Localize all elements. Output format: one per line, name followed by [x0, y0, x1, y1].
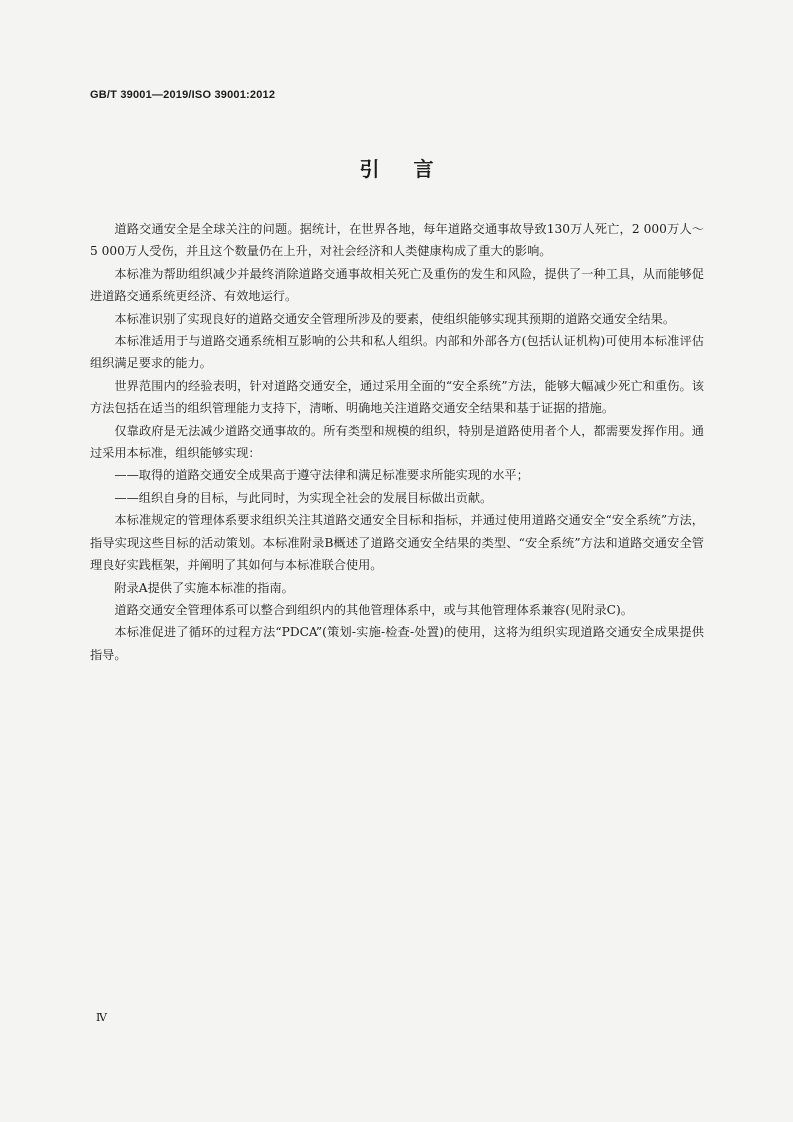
standard-code-header: GB/T 39001—2019/ISO 39001:2012 — [90, 89, 276, 101]
list-item-2: ——组织自身的目标，与此同时，为实现全社会的发展目标做出贡献。 — [114, 490, 493, 505]
paragraph-5: 世界范围内的经验表明，针对道路交通安全，通过采用全面的“安全系统”方法，能够大幅减少死亡和重伤。该方法包括在适当的组织管理能力支持下，清晰、明确地关注道路交通安全结果和基于证据的措施。 — [90, 378, 704, 416]
paragraph-6: 仅靠政府是无法减少道路交通事故的。所有类型和规模的组织，特别是道路使用者个人，都需要发挥作用。通过采用本标准，组织能够实现： — [90, 423, 704, 461]
paragraph-8: 附录A提供了实施本标准的指南。 — [114, 580, 294, 595]
paragraph-4: 本标准适用于与道路交通系统相互影响的公共和私人组织。内部和外部各方(包括认证机构)可使用本标准评估组织满足要求的能力。 — [90, 334, 704, 371]
list-item-1: ——取得的道路交通安全成果高于遵守法律和满足标准要求所能实现的水平； — [114, 468, 529, 483]
paragraph-9: 道路交通安全管理体系可以整合到组织内的其他管理体系中，或与其他管理体系兼容(见附录C)。 — [114, 602, 633, 617]
paragraph-1: 道路交通安全是全球关注的问题。据统计，在世界各地，每年道路交通事故导致130万人死亡，2 000万人～5 000万人受伤，并且这个数量仍在上升，对社会经济和人类健康构成了重大的影响。 — [90, 222, 704, 259]
paragraph-3: 本标准识别了实现良好的道路交通安全管理所涉及的要素，使组织能够实现其预期的道路交通安全结果。 — [114, 311, 676, 326]
page-number: Ⅳ — [96, 1011, 107, 1024]
paragraph-7: 本标准规定的管理体系要求组织关注其道路交通安全目标和指标，并通过使用道路交通安全“安全系统”方法，指导实现这些目标的活动策划。本标准附录B概述了道路交通安全结果的类型、“安全系统”方法和道路交通安全管理良好实践框架，并阐明了其如何与本标准联合使用。 — [90, 513, 704, 573]
section-title: 引言 — [359, 157, 468, 181]
paragraph-2: 本标准为帮助组织减少并最终消除道路交通事故相关死亡及重伤的发生和风险，提供了一种工具，从而能够促进道路交通系统更经济、有效地运行。 — [90, 266, 704, 304]
body-text — [90, 218, 704, 666]
paragraph-10: 本标准促进了循环的过程方法“PDCA”(策划-实施-检查-处置)的使用，这将为组织实现道路交通安全成果提供指导。 — [90, 625, 704, 662]
